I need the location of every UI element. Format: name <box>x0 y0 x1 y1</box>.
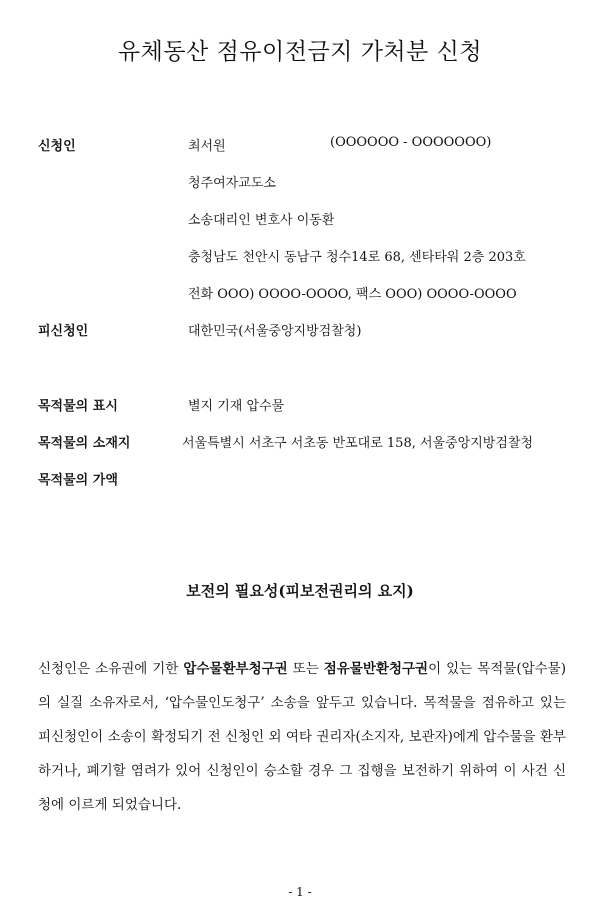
claim-term-1: 압수물환부청구권 <box>183 661 288 677</box>
necessity-paragraph <box>38 652 566 822</box>
claim-term-2: 점유물반환청구권 <box>323 661 429 677</box>
document-title: 유체동산 점유이전금지 가처분 신청 <box>117 39 483 65</box>
body-text-2: 또는 <box>287 661 324 677</box>
object-display-label: 목적물의 표시 <box>38 399 118 414</box>
object-display-value: 별지 기재 압수물 <box>188 399 285 414</box>
applicant-label: 신청인 <box>38 139 76 154</box>
applicant-attorney: 소송대리인 변호사 이동환 <box>188 213 335 228</box>
object-location-label: 목적물의 소재지 <box>38 436 131 451</box>
body-text-3: 이 있는 목적물(압수물)의 실질 소유자로서, ‘압수물인도청구’ 소송을 앞두고 있습니다. 목적물을 점유하고 있는 피신청인이 소송이 확정되기 전 신청인 외 여타 권리자(소지자, 보관자)에게 압수물을 환부하거나, 폐기할 염려가 있어 신청인이 승소할 경우 그 집행을 보전하기 위하여 이 사건 신청에 이르게 되었습니다. <box>38 661 566 813</box>
respondent-label: 피신청인 <box>38 324 89 339</box>
section-subtitle: 보전의 필요성(피보전권리의 요지) <box>186 582 414 600</box>
applicant-address: 청주여자교도소 <box>188 176 276 191</box>
applicant-name: 최서원 <box>188 139 226 154</box>
respondent-value: 대한민국(서울중앙지방검찰청) <box>188 324 362 339</box>
body-text-1: 신청인은 소유권에 기한 <box>38 661 184 677</box>
object-price-label: 목적물의 가액 <box>38 473 118 488</box>
object-location-value: 서울특별시 서초구 서초동 반포대로 158, 서울중앙지방검찰청 <box>182 436 533 451</box>
applicant-id-number: (OOOOOO - OOOOOOO) <box>330 135 492 150</box>
attorney-address: 충청남도 천안시 동남구 청수14로 68, 센타타워 2층 203호 <box>188 250 526 265</box>
page-number: - 1 - <box>288 885 312 899</box>
attorney-contact: 전화 OOO) OOOO-OOOO, 팩스 OOO) OOOO-OOOO <box>188 287 517 302</box>
